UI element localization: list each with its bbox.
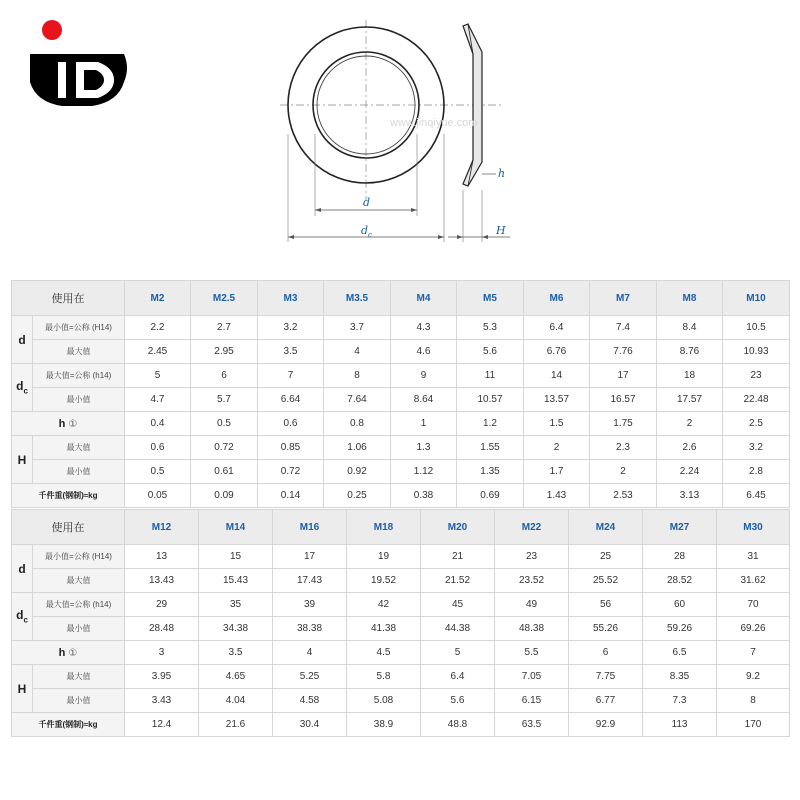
- cell: 3.5: [199, 641, 273, 665]
- cell: 18: [657, 364, 723, 388]
- cell: 0.25: [324, 484, 391, 508]
- cell: 5: [421, 641, 495, 665]
- size-header: M7: [590, 281, 657, 316]
- cell: 55.26: [569, 617, 643, 641]
- cell: 1.3: [391, 436, 457, 460]
- cell: 19.52: [347, 569, 421, 593]
- cell: 1.7: [524, 460, 590, 484]
- cell: 17: [590, 364, 657, 388]
- h-row-label: h ①: [12, 412, 125, 436]
- cell: 30.4: [273, 713, 347, 737]
- washer-drawing: [270, 14, 530, 250]
- used-in-header: 使用在: [12, 281, 125, 316]
- cell: 7.76: [590, 340, 657, 364]
- cell: 0.85: [258, 436, 324, 460]
- spec-table-m12-m30: [11, 509, 790, 737]
- cell: 0.4: [125, 412, 191, 436]
- watermark: www.jinqiyue.com: [390, 117, 478, 129]
- cell: 0.61: [191, 460, 258, 484]
- cell: 34.38: [199, 617, 273, 641]
- cell: 13: [125, 545, 199, 569]
- label-h: h: [498, 167, 506, 180]
- cell: 5.8: [347, 665, 421, 689]
- cell: 2.2: [125, 316, 191, 340]
- cell: 19: [347, 545, 421, 569]
- size-header: M16: [273, 510, 347, 545]
- size-header: M4: [391, 281, 457, 316]
- table-row: [12, 436, 790, 460]
- cell: 6: [191, 364, 258, 388]
- cell: 2.95: [191, 340, 258, 364]
- cell: 5.3: [457, 316, 524, 340]
- cell: 13.43: [125, 569, 199, 593]
- cell: 8.4: [657, 316, 723, 340]
- size-header: M2: [125, 281, 191, 316]
- cell: 70: [717, 593, 790, 617]
- table-row: [12, 316, 790, 340]
- cell: 6.5: [643, 641, 717, 665]
- table-row: [12, 689, 790, 713]
- table-row: [12, 593, 790, 617]
- cell: 21.52: [421, 569, 495, 593]
- cell: 1.43: [524, 484, 590, 508]
- cell: 1.06: [324, 436, 391, 460]
- label-d: d: [363, 196, 371, 209]
- weight-row-label: 千件重(钢制)≈kg: [12, 713, 125, 737]
- cell: 31.62: [717, 569, 790, 593]
- cell: 9: [391, 364, 457, 388]
- cell: 0.05: [125, 484, 191, 508]
- cell: 17: [273, 545, 347, 569]
- cell: 0.92: [324, 460, 391, 484]
- cell: 5.6: [421, 689, 495, 713]
- cell: 8: [717, 689, 790, 713]
- row-label: 最大值: [33, 436, 125, 460]
- cell: 4.3: [391, 316, 457, 340]
- header-row: [12, 281, 790, 316]
- cell: 39: [273, 593, 347, 617]
- cell: 1.35: [457, 460, 524, 484]
- cell: 10.57: [457, 388, 524, 412]
- cell: 13.57: [524, 388, 590, 412]
- cell: 25.52: [569, 569, 643, 593]
- cell: 2.3: [590, 436, 657, 460]
- cell: 7.75: [569, 665, 643, 689]
- cell: 10.5: [723, 316, 790, 340]
- size-header: M30: [717, 510, 790, 545]
- cell: 1.5: [524, 412, 590, 436]
- row-label: 最大值: [33, 340, 125, 364]
- cell: 0.5: [125, 460, 191, 484]
- cell: 45: [421, 593, 495, 617]
- cell: 0.6: [125, 436, 191, 460]
- cell: 0.8: [324, 412, 391, 436]
- cell: 60: [643, 593, 717, 617]
- cell: 21.6: [199, 713, 273, 737]
- cell: 9.2: [717, 665, 790, 689]
- cell: 2.45: [125, 340, 191, 364]
- size-header: M3: [258, 281, 324, 316]
- size-header: M3.5: [324, 281, 391, 316]
- cell: 17.43: [273, 569, 347, 593]
- cell: 1.55: [457, 436, 524, 460]
- d-group-label: d: [12, 545, 33, 593]
- cell: 4.5: [347, 641, 421, 665]
- cell: 48.38: [495, 617, 569, 641]
- cell: 0.72: [191, 436, 258, 460]
- d-group-label: d: [12, 316, 33, 364]
- cell: 170: [717, 713, 790, 737]
- size-header: M6: [524, 281, 590, 316]
- cell: 2.8: [723, 460, 790, 484]
- cell: 3.5: [258, 340, 324, 364]
- cell: 4.58: [273, 689, 347, 713]
- h-row-label: h ①: [12, 641, 125, 665]
- cell: 113: [643, 713, 717, 737]
- table-row: [12, 665, 790, 689]
- H-arrow-left: [457, 235, 463, 239]
- cell: 4: [273, 641, 347, 665]
- cell: 23: [495, 545, 569, 569]
- cell: 35: [199, 593, 273, 617]
- cell: 56: [569, 593, 643, 617]
- row-label: 最小值: [33, 460, 125, 484]
- cell: 92.9: [569, 713, 643, 737]
- H-arrow-right: [482, 235, 488, 239]
- cell: 29: [125, 593, 199, 617]
- table-row: [12, 617, 790, 641]
- row-label: 最大值=公称 (h14): [33, 364, 125, 388]
- cell: 16.57: [590, 388, 657, 412]
- cell: 2.7: [191, 316, 258, 340]
- cell: 7: [258, 364, 324, 388]
- cell: 0.6: [258, 412, 324, 436]
- logo-mark: [30, 54, 127, 106]
- cell: 2.53: [590, 484, 657, 508]
- table-row: [12, 569, 790, 593]
- table-row: [12, 412, 790, 436]
- cell: 21: [421, 545, 495, 569]
- dc-group-label: $d_c$: [12, 593, 33, 641]
- cell: 6.77: [569, 689, 643, 713]
- row-label: 最小值=公称 (H14): [33, 545, 125, 569]
- cell: 7.3: [643, 689, 717, 713]
- dc-group-label: $d_c$: [12, 364, 33, 412]
- cell: 2.24: [657, 460, 723, 484]
- cell: 7: [717, 641, 790, 665]
- cell: 44.38: [421, 617, 495, 641]
- cell: 23.52: [495, 569, 569, 593]
- size-header: M2.5: [191, 281, 258, 316]
- cell: 48.8: [421, 713, 495, 737]
- cell: 41.38: [347, 617, 421, 641]
- cell: 11: [457, 364, 524, 388]
- row-label: 最小值: [33, 617, 125, 641]
- table-row: [12, 713, 790, 737]
- cell: 15: [199, 545, 273, 569]
- cell: 17.57: [657, 388, 723, 412]
- cell: 6.64: [258, 388, 324, 412]
- cell: 5.6: [457, 340, 524, 364]
- row-label: 最大值: [33, 665, 125, 689]
- cell: 5.08: [347, 689, 421, 713]
- cell: 3.2: [723, 436, 790, 460]
- cell: 1.75: [590, 412, 657, 436]
- size-header: M20: [421, 510, 495, 545]
- cell: 6.15: [495, 689, 569, 713]
- table-row: [12, 388, 790, 412]
- cell: 28: [643, 545, 717, 569]
- cell: 28.48: [125, 617, 199, 641]
- cell: 3.43: [125, 689, 199, 713]
- cell: 5.25: [273, 665, 347, 689]
- cell: 22.48: [723, 388, 790, 412]
- size-header: M10: [723, 281, 790, 316]
- cell: 1.12: [391, 460, 457, 484]
- logo-red-dot: [42, 20, 62, 40]
- cell: 8.76: [657, 340, 723, 364]
- cell: 25: [569, 545, 643, 569]
- weight-row-label: 千件重(钢制)≈kg: [12, 484, 125, 508]
- cell: 5.7: [191, 388, 258, 412]
- size-header: M22: [495, 510, 569, 545]
- cell: 6.45: [723, 484, 790, 508]
- cell: 28.52: [643, 569, 717, 593]
- cell: 0.09: [191, 484, 258, 508]
- row-label: 最大值: [33, 569, 125, 593]
- cell: 0.69: [457, 484, 524, 508]
- cell: 3: [125, 641, 199, 665]
- row-label: 最小值=公称 (H14): [33, 316, 125, 340]
- cell: 3.7: [324, 316, 391, 340]
- cell: 7.4: [590, 316, 657, 340]
- cell: 8: [324, 364, 391, 388]
- cell: 7.05: [495, 665, 569, 689]
- row-label: 最小值: [33, 689, 125, 713]
- cell: 2: [524, 436, 590, 460]
- label-dc: $d_c$: [361, 224, 372, 239]
- cell: 2: [657, 412, 723, 436]
- cell: 6.4: [421, 665, 495, 689]
- header-row: [12, 510, 790, 545]
- cell: 7.64: [324, 388, 391, 412]
- cell: 14: [524, 364, 590, 388]
- cell: 4.7: [125, 388, 191, 412]
- size-header: M14: [199, 510, 273, 545]
- cell: 8.35: [643, 665, 717, 689]
- cell: 3.95: [125, 665, 199, 689]
- cell: 4: [324, 340, 391, 364]
- cell: 6.4: [524, 316, 590, 340]
- size-header: M27: [643, 510, 717, 545]
- cell: 31: [717, 545, 790, 569]
- H-group-label: H: [12, 436, 33, 484]
- cell: 59.26: [643, 617, 717, 641]
- label-H: H: [496, 224, 506, 237]
- cell: 6.76: [524, 340, 590, 364]
- size-header: M18: [347, 510, 421, 545]
- cell: 0.38: [391, 484, 457, 508]
- cell: 1: [391, 412, 457, 436]
- cell: 4.65: [199, 665, 273, 689]
- size-header: M5: [457, 281, 524, 316]
- cell: 12.4: [125, 713, 199, 737]
- size-header: M12: [125, 510, 199, 545]
- cell: 8.64: [391, 388, 457, 412]
- cell: 0.14: [258, 484, 324, 508]
- cell: 0.5: [191, 412, 258, 436]
- company-logo: [22, 18, 132, 108]
- d-arrow-left: [315, 208, 321, 212]
- table-row: [12, 460, 790, 484]
- size-header: M24: [569, 510, 643, 545]
- dc-arrow-right: [438, 235, 444, 239]
- cell: 63.5: [495, 713, 569, 737]
- table-row: [12, 340, 790, 364]
- cell: 38.38: [273, 617, 347, 641]
- size-header: M8: [657, 281, 723, 316]
- row-label: 最小值: [33, 388, 125, 412]
- used-in-header: 使用在: [12, 510, 125, 545]
- cell: 5: [125, 364, 191, 388]
- cell: 38.9: [347, 713, 421, 737]
- table-row: [12, 545, 790, 569]
- cell: 6: [569, 641, 643, 665]
- cell: 15.43: [199, 569, 273, 593]
- cell: 3.2: [258, 316, 324, 340]
- cell: 3.13: [657, 484, 723, 508]
- cell: 42: [347, 593, 421, 617]
- cell: 49: [495, 593, 569, 617]
- cell: 0.72: [258, 460, 324, 484]
- table-row: [12, 364, 790, 388]
- cell: 5.5: [495, 641, 569, 665]
- cell: 4.6: [391, 340, 457, 364]
- dc-arrow-left: [288, 235, 294, 239]
- cell: 2.6: [657, 436, 723, 460]
- cell: 2.5: [723, 412, 790, 436]
- H-group-label: H: [12, 665, 33, 713]
- cell: 1.2: [457, 412, 524, 436]
- cell: 23: [723, 364, 790, 388]
- cell: 4.04: [199, 689, 273, 713]
- cell: 2: [590, 460, 657, 484]
- cell: 69.26: [717, 617, 790, 641]
- table-row: [12, 641, 790, 665]
- cell: 10.93: [723, 340, 790, 364]
- d-arrow-right: [411, 208, 417, 212]
- spec-table-m2-m10: [11, 280, 790, 508]
- row-label: 最大值=公称 (h14): [33, 593, 125, 617]
- table-row: [12, 484, 790, 508]
